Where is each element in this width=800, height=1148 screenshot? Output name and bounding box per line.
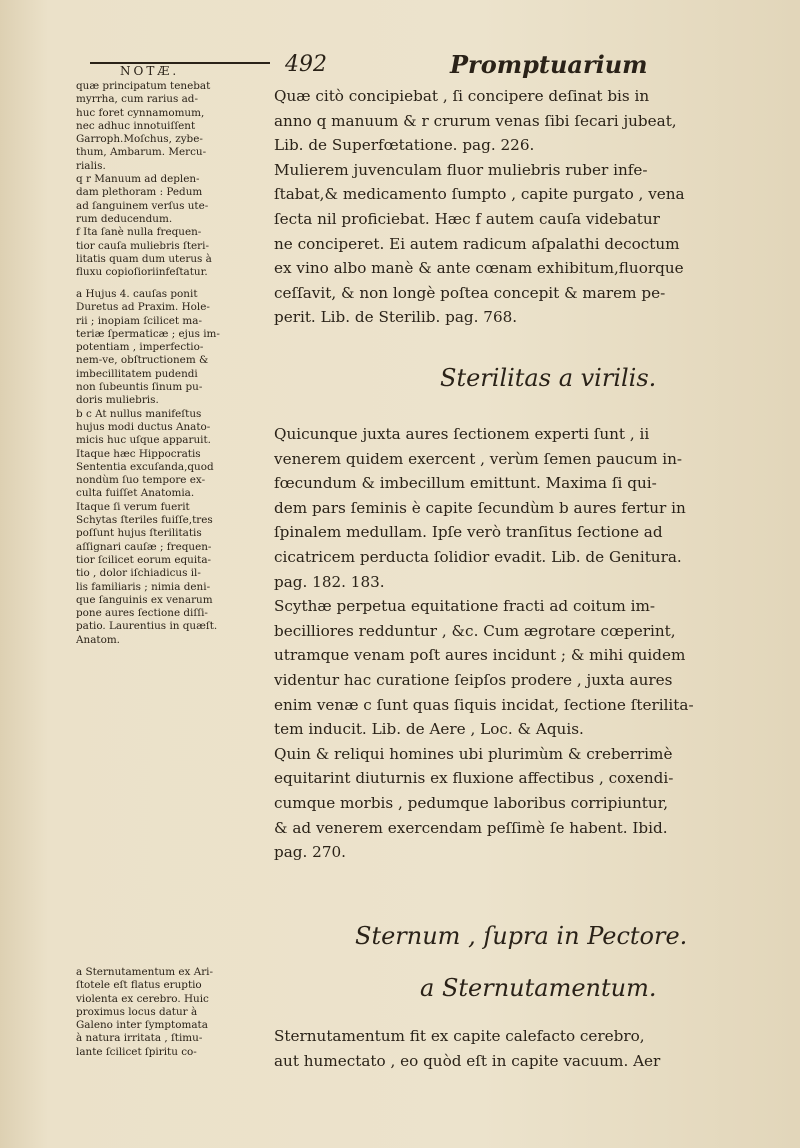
text-line: Duretus ad Praxim. Hole- [76,301,210,314]
text-line: anno q manuum & r crurum venas ſibi ſecari jubeat, [274,111,677,130]
heading-sternum: Sternum , ſupra in Pectore. [355,922,688,950]
text-line: enim venæ c ſunt quas ſiquis incidat, ſectione ſterilita- [274,695,694,714]
text-line: fœcundum & imbecillum emittunt. Maxima ſi qui- [274,474,657,493]
text-line: myrrha, cum rarius ad- [76,93,198,106]
text-line: Galeno inter ſymptomata [76,1019,208,1032]
text-line: micis huc uſque apparuit. [76,434,211,447]
text-line: fluxu copioſioriinfeſtatur. [76,266,208,279]
text-line: non ſubeuntis ſinum pu- [76,381,203,394]
text-line: f Ita ſanè nulla frequen- [76,226,202,239]
text-line: proximus locus datur à [76,1005,198,1018]
text-line: Quicunque juxta aures ſectionem experti ſunt , ii [274,425,650,443]
text-line: potentiam , imperfectio- [76,341,204,354]
text-line: cumque morbis , pedumque laboribus corripiuntur, [274,793,669,812]
text-line: ſtabat,& medicamento ſumpto , capite purgato , vena [274,185,685,204]
text-line: utramque venam poſt aures incidunt ; & mihi quidem [274,646,686,665]
text-line: ſecta nil proficiebat. Hæc f autem cauſa videbatur [274,209,660,228]
text-line: teriæ ſpermaticæ ; ejus im- [76,327,220,340]
main-text-3 [274,1024,794,1073]
text-line: dam plethoram : Pedum [76,186,203,199]
header-rule [90,62,270,64]
margin-notes-1 [76,80,272,279]
text-line: lis familiaris ; nimia deni- [76,580,211,593]
text-line: patio. Laurentius in quæſt. [76,620,218,633]
text-line: perit. Lib. de Sterilib. pag. 768. [274,308,518,327]
text-line: ſpinalem medullam. Ipſe verò tranſitus ſectione ad [274,523,663,542]
text-line: Mulierem juvenculam fluor muliebris ruber infe- [274,160,648,179]
text-line: huc foret cynnamomum, [76,106,205,119]
text-line: tior cauſa muliebris ſteri- [76,239,209,252]
text-line: equitarint diuturnis ex fluxione affectibus , coxendi- [274,769,674,788]
text-line: Itaque hæc Hippocratis [76,447,201,460]
text-line: Garroph.Moſchus, zybe- [76,133,203,146]
text-line: Quin & reliqui homines ubi plurimùm & creberrimè [274,744,673,763]
text-line: Sententia excuſanda,quod [76,460,214,473]
text-line: venerem quidem exercent , verùm ſemen paucum in- [274,449,683,468]
text-line: tio , dolor iſchiadicus il- [76,567,201,580]
text-line: Scythæ perpetua equitatione fracti ad coitum im- [274,597,655,616]
text-line: rii ; inopiam ſcilicet ma- [76,314,202,327]
text-line: q r Manuum ad deplen- [76,173,200,186]
text-line: videntur hac curatione ſeipſos prodere , juxta aures [274,670,673,689]
main-text-1 [274,84,794,330]
text-line: Anatom. [76,633,120,646]
text-line: Lib. de Superfœtatione. pag. 226. [274,136,535,155]
text-line: b c At nullus manifeſtus [76,407,202,420]
text-line: cicatricem perducta ſolidior evadit. Lib. de Genitura. [274,547,682,566]
text-line: Sternutamentum fit ex capite calefacto cerebro, [274,1027,645,1045]
main-text-2 [274,422,794,865]
text-line: ex vino albo manè & ante cœnam exhibitum,fluorque [274,259,684,278]
text-line: ad ſanguinem verſus ute- [76,199,209,212]
text-line: Schytas ſteriles fuiſſe,tres [76,514,213,527]
text-line: ne conciperet. Ei autem radicum aſpalathi decoctum [274,234,680,253]
text-line: culta fuiſſet Anatomia. [76,487,195,500]
text-line: rum deducendum. [76,212,173,225]
text-line: a Sternutamentum ex Ari- [76,966,213,978]
text-line: poſſunt hujus ſterilitatis [76,527,202,540]
heading-sternutamentum: a Sternutamentum. [420,974,657,1002]
text-line: hujus modi ductus Anato- [76,420,211,433]
text-line: thum, Ambarum. Mercu- [76,146,207,159]
text-line: pone aures ſectione diſſi- [76,607,208,620]
text-line: a Hujus 4. cauſas ponit [76,288,198,300]
text-line: violenta ex cerebro. Huic [76,992,209,1005]
margin-notes-3 [76,966,272,1059]
running-title: Promptuarium [450,50,648,79]
text-line: doris muliebris. [76,394,159,407]
text-line: nem-ve, obſtructionem & [76,354,209,367]
heading-sterilitas: Sterilitas a virilis. [440,364,657,392]
page-number: 492 [285,52,327,77]
text-line: aſſignari cauſæ ; frequen- [76,540,212,553]
text-line: & ad venerem exercendam peſſimè ſe habent. Ibid. [274,818,668,837]
text-line: imbecillitatem pudendi [76,367,198,380]
text-line: à natura irritata , ſtimu- [76,1032,203,1045]
text-line: rialis. [76,159,106,172]
text-line: tior ſcilicet eorum equita- [76,553,212,566]
text-line: aut humectato , eo quòd eſt in capite vacuum. Aer [274,1051,661,1070]
margin-notes-2 [76,288,272,647]
text-line: dem pars ſeminis è capite ſecundùm b aures fertur in [274,498,686,517]
text-line: becilliores redduntur , &c. Cum ægrotare cœperint, [274,621,676,640]
text-line: tem inducit. Lib. de Aere , Loc. & Aquis. [274,720,584,739]
notes-heading: NOTÆ. [120,64,180,78]
text-line: nec adhuc innotuiſſent [76,119,196,132]
text-line: nondùm ſuo tempore ex- [76,474,206,487]
text-line: ſtotele eſt flatus eruptio [76,979,202,992]
text-line: Itaque ſi verum fuerit [76,500,190,513]
text-line: lante ſcilicet ſpiritu co- [76,1045,197,1058]
text-line: litatis quam dum uterus à [76,252,212,265]
text-line: pag. 270. [274,843,346,862]
text-line: Quæ citò concipiebat , ſi concipere deſinat bis in [274,87,650,105]
text-line: ceſſavit, & non longè poſtea concepit & marem pe- [274,283,666,302]
text-line: pag. 182. 183. [274,572,385,591]
text-line: que ſanguinis ex venarum [76,593,213,606]
text-line: quæ principatum tenebat [76,80,211,92]
